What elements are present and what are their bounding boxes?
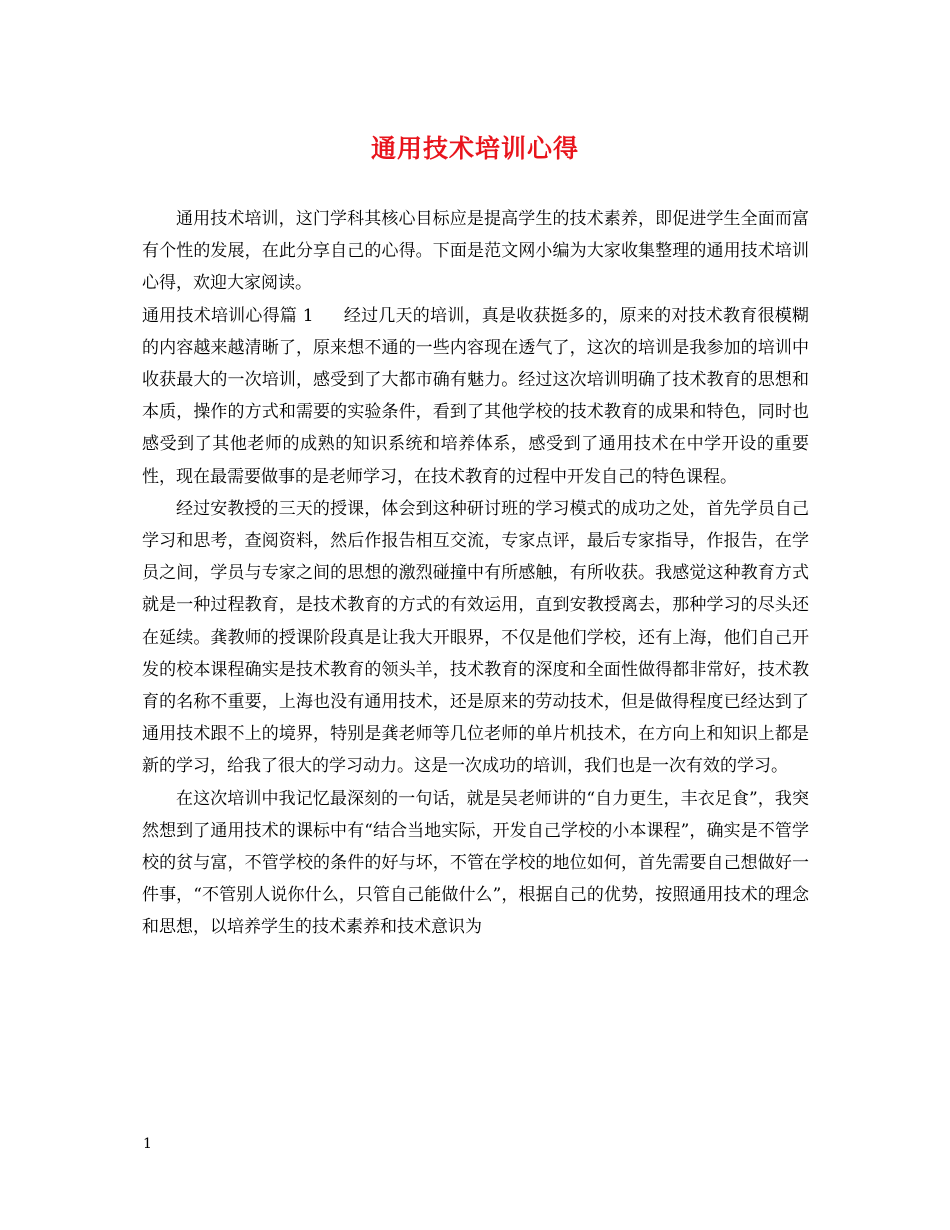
section-label: 通用技术培训心得篇 1 [142,305,314,326]
document-body [142,203,809,944]
section-paragraph-1-text: 经过几天的培训，真是收获挺多的，原来的对技术教育很模糊的内容越来越清晰了，原来想不通的一些内容现在透气了，这次的培训是我参加的培训中收获最大的一次培训，感受到了大都市确有魅力。经过这次培训明确了技术教育的思想和本质，操作的方式和需要的实验条件，看到了其他学校的技术教育的成果和特色，同时也感受到了其他老师的成熟的知识系统和培养体系，感受到了通用技术在中学开设的重要性，现在最需要做事的是老师学习，在技术教育的过程中开发自己的特色课程。 [142,305,809,487]
page-number: 1 [143,1136,152,1152]
body-paragraph-2: 经过安教授的三天的授课，体会到这种研讨班的学习模式的成功之处，首先学员自己学习和思考，查阅资料，然后作报告相互交流，专家点评，最后专家指导，作报告，在学员之间，学员与专家之间的思想的激烈碰撞中有所感触，有所收获。我感觉这种教育方式就是一种过程教育，是技术教育的方式的有效运用，直到安教授离去，那种学习的尽头还在延续。龚教师的授课阶段真是让我大开眼界，不仅是他们学校，还有上海，他们自己开发的校本课程确实是技术教育的领头羊，技术教育的深度和全面性做得都非常好，技术教育的名称不重要，上海也没有通用技术，还是原来的劳动技术，但是做得程度已经达到了通用技术跟不上的境界，特别是龚老师等几位老师的单片机技术，在方向上和知识上都是新的学习，给我了很大的学习动力。这是一次成功的培训，我们也是一次有效的学习。 [142,498,809,777]
body-paragraph-3: 在这次培训中我记忆最深刻的一句话，就是吴老师讲的“自力更生，丰衣足食”，我突然想到了通用技术的课标中有“结合当地实际，开发自己学校的小本课程”，确实是不管学校的贫与富，不管学校的条件的好与坏，不管在学校的地位如何，首先需要自己想做好一件事，“不管别人说你什么，只管自己能做什么”，根据自己的优势，按照通用技术的理念和思想，以培养学生的技术素养和技术意识为 [142,788,809,938]
document-title: 通用技术培训心得 [370,134,579,163]
section-paragraph-1 [142,300,809,493]
intro-paragraph: 通用技术培训，这门学科其核心目标应是提高学生的技术素养，即促进学生全面而富有个性的发展，在此分享自己的心得。下面是范文网小编为大家收集整理的通用技术培训心得，欢迎大家阅读。 [142,209,809,294]
